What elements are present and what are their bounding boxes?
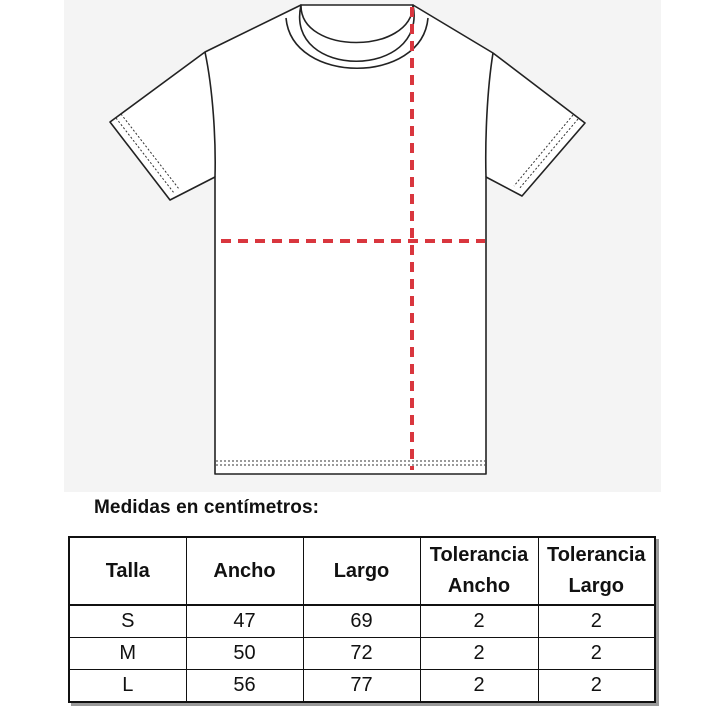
cell-tolerancia-largo: 2: [538, 605, 655, 638]
cell-largo: 72: [303, 638, 420, 670]
cell-talla: S: [69, 605, 186, 638]
header-largo: Largo: [303, 537, 420, 605]
header-tolerancia-ancho: Tolerancia Ancho: [420, 537, 538, 605]
header-talla: Talla: [69, 537, 186, 605]
cell-tolerancia-ancho: 2: [420, 670, 538, 703]
table-row: [69, 638, 655, 670]
header-tolerancia-largo: Tolerancia Largo: [538, 537, 655, 605]
cell-tolerancia-ancho: 2: [420, 638, 538, 670]
cell-talla: L: [69, 670, 186, 703]
cell-largo: 77: [303, 670, 420, 703]
cell-tolerancia-ancho: 2: [420, 605, 538, 638]
cell-tolerancia-largo: 2: [538, 638, 655, 670]
table-header-row: [69, 537, 655, 605]
cell-talla: M: [69, 638, 186, 670]
cell-ancho: 50: [186, 638, 303, 670]
header-ancho: Ancho: [186, 537, 303, 605]
cell-tolerancia-largo: 2: [538, 670, 655, 703]
size-table: [68, 536, 656, 703]
cell-largo: 69: [303, 605, 420, 638]
cell-ancho: 56: [186, 670, 303, 703]
measurement-caption: Medidas en centímetros:: [94, 497, 320, 518]
table-row: [69, 670, 655, 703]
cell-ancho: 47: [186, 605, 303, 638]
table-row: [69, 605, 655, 638]
